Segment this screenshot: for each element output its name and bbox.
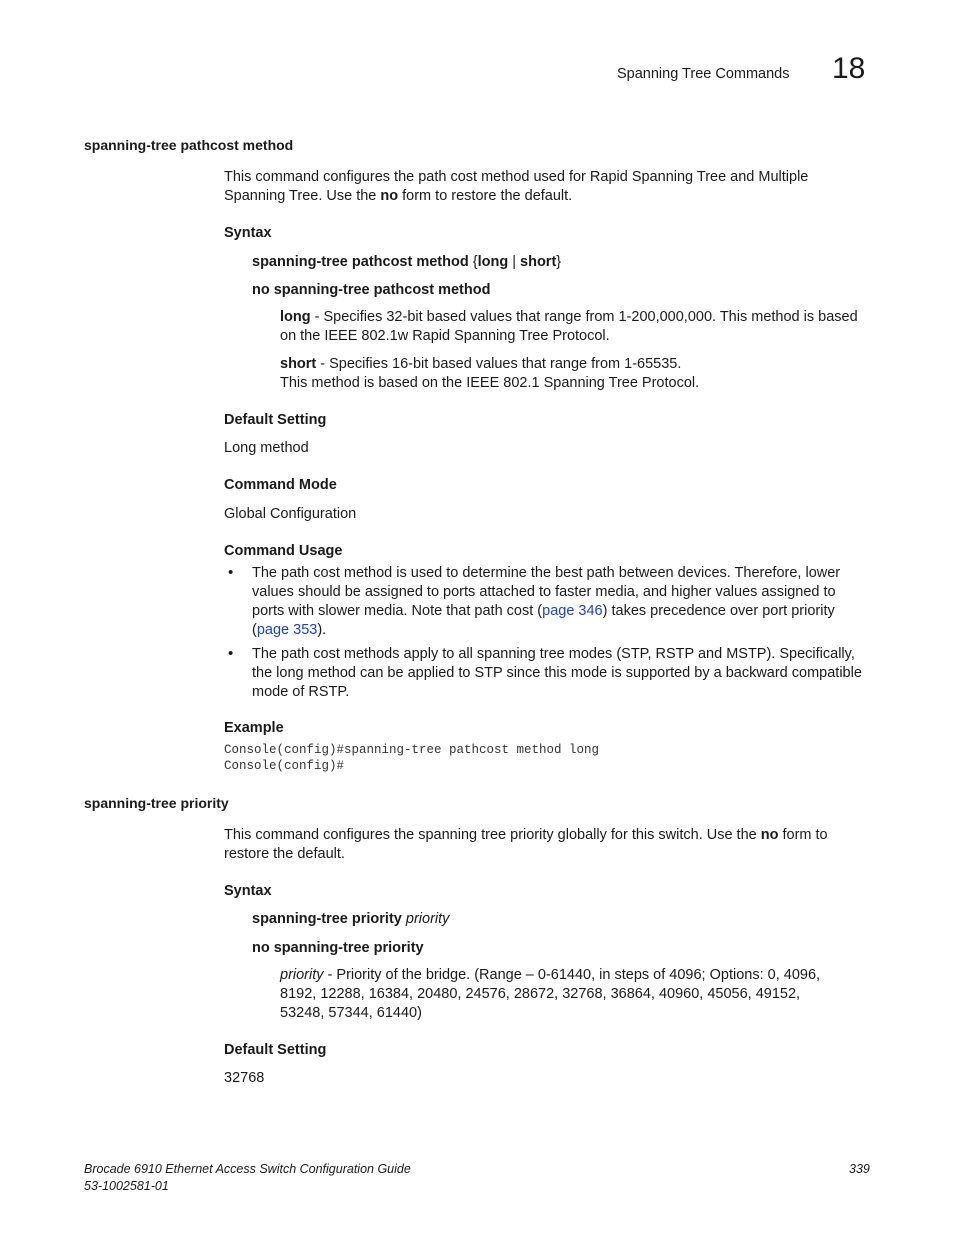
priority-description: This command configures the spanning tree priority globally for this switch. Use the no form to restore the default.	[224, 827, 828, 862]
chapter-title: Spanning Tree Commands	[617, 66, 790, 82]
default-setting-heading: Default Setting	[224, 412, 327, 428]
param-priority: priority - Priority of the bridge. (Range – 0-61440, in steps of 4096; Options: 0, 4096, 8192, 12288, 16384, 20480, 24576, 28672, 32768, 36864, 40960, 45056, 49152, 53248, 57344, 61440)	[280, 967, 821, 1021]
usage-item-1: The path cost method is used to determine the best path between devices. Therefore, lower values should be assigned to ports attached to faster media, and higher values assigned to ports with slower media. Note that path cost (page 346) takes precedence over port priority (page 353).	[252, 565, 841, 638]
pathcost-description	[224, 168, 864, 206]
no-form-command: no spanning-tree priority	[252, 940, 424, 956]
footer-doc-title: Brocade 6910 Ethernet Access Switch Configuration Guide	[84, 1162, 411, 1176]
example-heading: Example	[224, 720, 284, 736]
param-long: long - Specifies 32-bit based values that range from 1-200,000,000. This method is based on the IEEE 802.1w Rapid Spanning Tree Protocol.	[280, 309, 858, 344]
bullet-icon: •	[228, 564, 234, 581]
footer-doc-number: 53-1002581-01	[84, 1179, 169, 1193]
section-title-priority: spanning-tree priority	[84, 795, 229, 811]
command-usage-heading: Command Usage	[224, 543, 343, 559]
command-mode-heading: Command Mode	[224, 477, 337, 493]
usage-item-2: The path cost methods apply to all spanning tree modes (STP, RSTP and MSTP). Specifically, the long method can be applied to STP since this mode is supported by a backward compatible mode of RSTP.	[252, 646, 862, 700]
syntax-command: spanning-tree priority priority	[252, 911, 450, 927]
syntax-heading: Syntax	[224, 883, 272, 899]
param-short: short - Specifies 16-bit based values that range from 1-65535. This method is based on the IEEE 802.1 Spanning Tree Protocol.	[280, 356, 700, 391]
chapter-number: 18	[832, 52, 866, 85]
section-title-pathcost-method: spanning-tree pathcost method	[84, 137, 294, 153]
bullet-icon: •	[228, 645, 234, 662]
syntax-heading: Syntax	[224, 225, 272, 241]
command-mode-value: Global Configuration	[224, 506, 357, 522]
footer-page-number: 339	[849, 1162, 870, 1176]
description-line: This command configures the path cost method used for Rapid Spanning Tree and Multiple	[224, 169, 809, 185]
description-line: Spanning Tree. Use the no form to restore the default.	[224, 188, 573, 204]
default-setting-value: Long method	[224, 440, 309, 456]
no-form-command: no spanning-tree pathcost method	[252, 282, 491, 298]
link-page-346[interactable]: page 346	[542, 603, 603, 619]
default-setting-heading: Default Setting	[224, 1042, 327, 1058]
default-setting-value: 32768	[224, 1070, 265, 1086]
example-code: Console(config)#spanning-tree pathcost method long Console(config)#	[224, 743, 600, 773]
link-page-353[interactable]: page 353	[256, 622, 318, 638]
syntax-command: spanning-tree pathcost method {long | short}	[252, 254, 562, 270]
